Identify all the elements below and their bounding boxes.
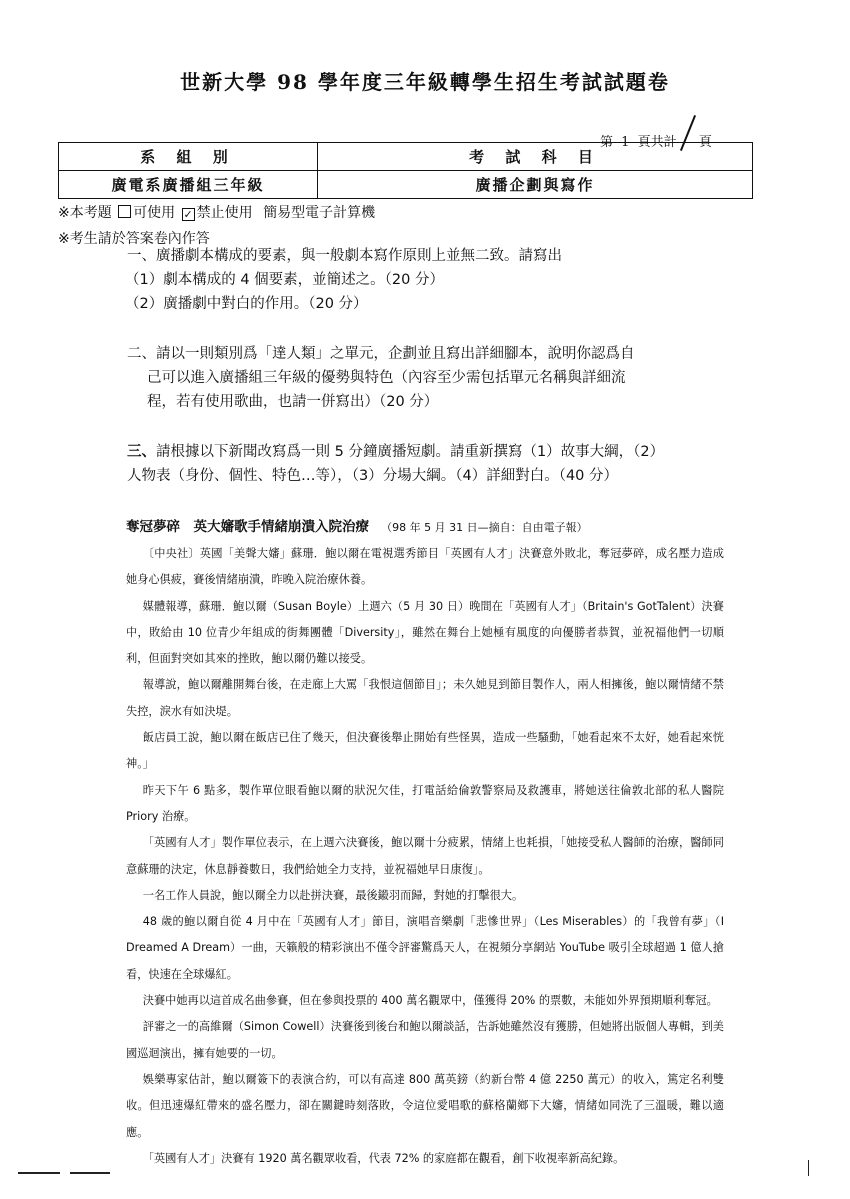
article-paragraph-5: 昨天下午 6 點多，製作單位眼看鮑以爾的狀況欠佳，打電話給倫敦警察局及救護車，將她送往倫敦北部的私人醫院 Priory 治療。 <box>126 783 724 823</box>
question-2 <box>127 342 727 414</box>
forbidden-checkbox: ✓ <box>183 208 193 221</box>
news-article <box>126 515 724 1172</box>
subject-value-cell: 廣播企劃與寫作 <box>318 171 753 199</box>
article-header <box>126 515 724 535</box>
article-paragraph-6: 「英國有人才」製作單位表示，在上週六決賽後，鮑以爾十分疲累，情緒上也耗損，「她接受私人醫師的治療，醫師同意蘇珊的決定，休息靜養數日，我們給她全力支持，並祝福她早日康復」。 <box>126 836 724 876</box>
calculator-note-prefix: ※本考題 <box>58 205 112 221</box>
calculator-note-suffix: 簡易型電子計算機 <box>263 205 376 221</box>
article-paragraph-8: 48 歲的鮑以爾自從 4 月中在「英國有人才」節目，演唱音樂劇「悲慘世界」（Les Miserables）的「我曾有夢」（I Dreamed A Dream）一曲，天籟般的精彩演出不僅令評審驚爲天人，在視頻分享網站 YouTube 吸引全球超過 1 億人搶看，快速在全球爆紅。 <box>126 915 724 981</box>
info-table <box>58 142 753 199</box>
dept-label-cell: 系 組 別 <box>59 143 318 171</box>
forbidden-label: 禁止使用 <box>196 205 253 221</box>
question-2-line-1: 二、請以一則類別爲「達人類」之單元，企劃並且寫出詳細腳本，說明你認爲自 <box>127 346 635 362</box>
question-1-intro: 一、廣播劇本構成的要素，與一般劇本寫作原則上並無二致。請寫出 <box>127 248 562 264</box>
question-1-part-1: （1）劇本構成的 4 個要素，並簡述之。（20 分） <box>125 272 444 288</box>
question-1 <box>127 244 727 316</box>
dept-value-cell: 廣電系廣播組三年級 <box>59 171 318 199</box>
page-number: 1 <box>621 135 630 150</box>
article-headline: 奪冠夢碎 英大嬸歌手情緒崩潰入院治療 <box>126 519 369 535</box>
article-paragraph-12: 「英國有人才」決賽有 1920 萬名觀眾收看，代表 72% 的家庭都在觀看，創下收視率新高紀錄。 <box>142 1151 625 1165</box>
article-paragraph-1: 〔中央社〕英國「美聲大嬸」蘇珊．鮑以爾在電視選秀節目「英國有人才」決賽意外敗北，奪冠夢碎，成名壓力造成她身心俱疲，賽後情緒崩潰，昨晚入院治療休養。 <box>126 547 724 587</box>
scan-artifact-left <box>18 1172 60 1174</box>
question-3 <box>127 440 727 488</box>
scan-artifact-right <box>808 1160 809 1176</box>
article-paragraph-7: 一名工作人員說，鮑以爾全力以赴拼決賽，最後鎩羽而歸，對她的打擊很大。 <box>142 888 524 902</box>
calculator-note <box>58 202 375 222</box>
question-2-line-3: 程，若有使用歌曲，也請一併寫出）（20 分） <box>147 394 439 410</box>
question-3-number: 三、 <box>127 444 156 460</box>
question-1-part-2: （2）廣播劇中對白的作用。（20 分） <box>125 296 368 312</box>
page-middle: 頁共計 <box>637 135 677 150</box>
allowed-label: 可使用 <box>133 205 176 221</box>
question-3-line-2: 人物表（身份、個性、特色…等），（3）分場大綱。（4）詳細對白。（40 分） <box>127 468 619 484</box>
page-prefix: 第 <box>600 135 614 150</box>
article-source: （98 年 5 月 31 日—摘自：自由電子報） <box>381 521 588 534</box>
article-paragraph-11: 娛樂專家估計，鮑以爾簽下的表演合約，可以有高達 800 萬英鎊（約新台幣 4 億 2250 萬元）的收入，篤定名利雙收。但迅速爆紅帶來的盛名壓力，卻在關鍵時刻落敗，令這位愛唱歌的蘇格蘭鄉下大嬸，情緒如同洗了三溫暖，難以適應。 <box>126 1072 724 1139</box>
article-paragraph-3: 報導說，鮑以爾離開舞台後，在走廊上大罵「我恨這個節目」；未久她見到節目製作人，兩人相擁後，鮑以爾情緒不禁失控，淚水有如決堤。 <box>126 678 724 718</box>
article-paragraph-2: 媒體報導，蘇珊．鮑以爾（Susan Boyle）上週六（5 月 30 日）晚間在「英國有人才」（Britain's GotTalent）決賽中，敗給由 10 位青少年組成的街舞團體「Diversity」，雖然在舞台上她極有風度的向優勝者恭賀，並祝福他們一切順利，但面對突如其來的挫敗，鮑以爾仍難以接受。 <box>126 599 724 666</box>
scan-artifact-left-2 <box>70 1172 110 1174</box>
article-paragraph-9: 決賽中她再以這首成名曲參賽，但在參與投票的 400 萬名觀眾中，僅獲得 20% 的票數，未能如外界預期順利奪冠。 <box>142 994 718 1008</box>
question-2-line-2: 己可以進入廣播組三年級的優勢與特色（內容至少需包括單元名稱與詳細流 <box>147 370 626 386</box>
exam-title: 世新大學 98 學年度三年級轉學生招生考試試題卷 <box>180 70 670 94</box>
subject-label-cell: 考 試 科 目 <box>318 143 753 171</box>
info-table-header-row <box>59 143 753 171</box>
article-paragraph-4: 飯店員工說，鮑以爾在飯店已住了幾天，但決賽後舉止開始有些怪異，造成一些騷動，「她看起來不太好，她看起來恍神。」 <box>126 731 724 771</box>
article-paragraph-10: 評審之一的高維爾（Simon Cowell）決賽後到後台和鮑以爾談話，告訴她雖然沒有獲勝，但她將出版個人專輯，到美國巡迴演出，擁有她要的一切。 <box>126 1020 724 1060</box>
answer-note: ※考生請於答案卷內作答 <box>58 231 210 247</box>
page-suffix: 頁 <box>698 135 712 150</box>
info-table-value-row <box>59 171 753 199</box>
question-3-line-1: 請根據以下新聞改寫爲一則 5 分鐘廣播短劇。請重新撰寫（1）故事大綱，（2） <box>156 444 665 460</box>
allowed-checkbox <box>118 205 131 218</box>
